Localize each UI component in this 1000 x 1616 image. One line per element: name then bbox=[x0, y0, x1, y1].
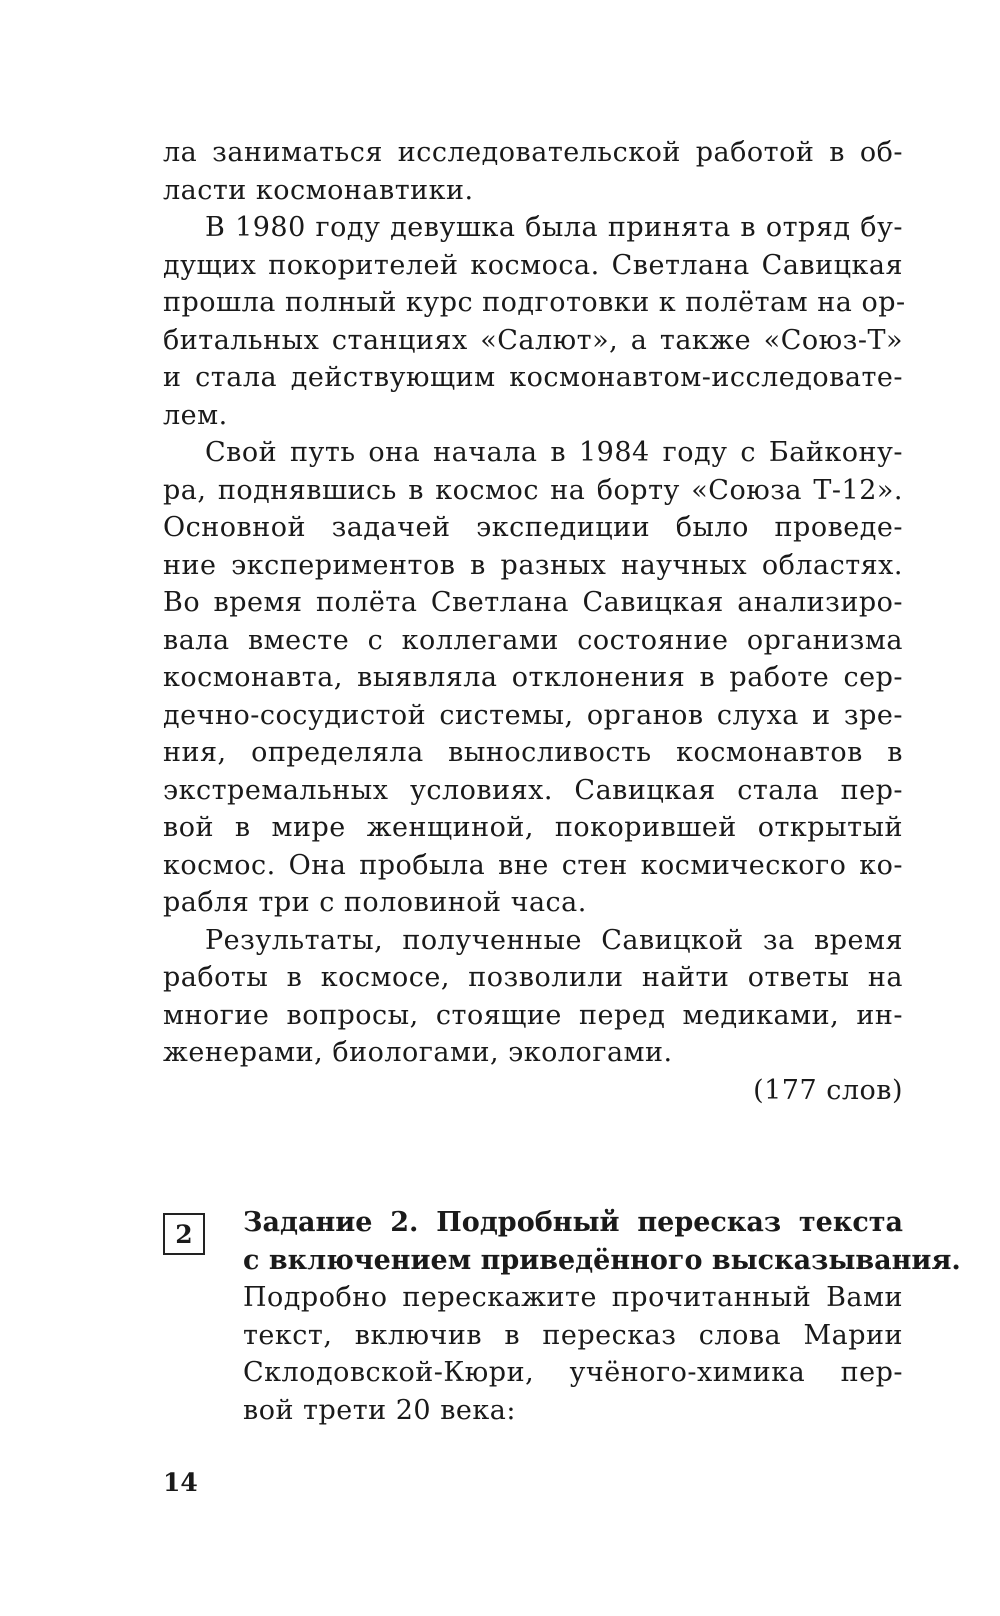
text-line: рабля три с половиной часа. bbox=[163, 887, 587, 918]
text-line: ла заниматься исследовательской работой в об- bbox=[163, 137, 903, 168]
text-line: прошла полный курс подготовки к полётам на ор- bbox=[163, 287, 906, 318]
task-number-box: 2 bbox=[163, 1213, 205, 1255]
text-line: Основной задачей экспедиции было проведе- bbox=[163, 512, 903, 543]
task-title-line: с включением приведённого высказывания. bbox=[243, 1244, 961, 1276]
task-title-line: Задание 2. Подробный пересказ текста bbox=[243, 1207, 903, 1238]
text-line: женерами, биологами, экологами. bbox=[163, 1037, 673, 1068]
text-line: ние экспериментов в разных научных областях. bbox=[163, 549, 903, 581]
text-line: Во время полёта Светлана Савицкая анализиро- bbox=[163, 587, 903, 618]
task-text-line: Склодовской-Кюри, учёного-химика пер- bbox=[243, 1357, 903, 1388]
task-text-line: вой трети 20 века: bbox=[243, 1394, 516, 1426]
page-number: 14 bbox=[163, 1468, 198, 1497]
text-line: дущих покорителей космоса. Светлана Савицкая bbox=[163, 249, 903, 281]
text-line: ра, поднявшись в космос на борту «Союза Т-12». bbox=[163, 474, 903, 506]
text-line: космос. Она пробыла вне стен космического ко- bbox=[163, 849, 903, 881]
task-text-line: текст, включив в пересказ слова Марии bbox=[243, 1319, 903, 1351]
text-line: Свой путь она начала в 1984 году с Байкону- bbox=[205, 437, 903, 468]
word-count: (177 слов) bbox=[753, 1074, 903, 1106]
text-line: В 1980 году девушка была принята в отряд бу- bbox=[205, 212, 903, 243]
text-line: дечно-сосудистой системы, органов слуха и зре- bbox=[163, 699, 903, 731]
text-line: битальных станциях «Салют», а также «Союз-Т» bbox=[163, 324, 903, 356]
text-line: и стала действующим космонавтом-исследовате- bbox=[163, 362, 903, 393]
task-section bbox=[243, 1204, 961, 1429]
text-line: работы в космосе, позволили найти ответы на bbox=[163, 962, 903, 993]
text-line: космонавта, выявляла отклонения в работе сер- bbox=[163, 662, 903, 693]
text-line: многие вопросы, стоящие перед медиками, ин- bbox=[163, 999, 903, 1031]
text-line: Результаты, полученные Савицкой за время bbox=[205, 924, 903, 956]
text-line: ласти космонавтики. bbox=[163, 174, 474, 206]
task-text-line: Подробно перескажите прочитанный Вами bbox=[243, 1282, 903, 1313]
text-line: вала вместе с коллегами состояние организма bbox=[163, 624, 903, 656]
text-line: экстремальных условиях. Савицкая стала пер- bbox=[163, 774, 903, 806]
main-text bbox=[163, 134, 906, 1109]
text-line: лем. bbox=[163, 399, 228, 431]
text-line: ния, определяла выносливость космонавтов в bbox=[163, 737, 903, 768]
text-line: вой в мире женщиной, покорившей открытый bbox=[163, 812, 903, 843]
